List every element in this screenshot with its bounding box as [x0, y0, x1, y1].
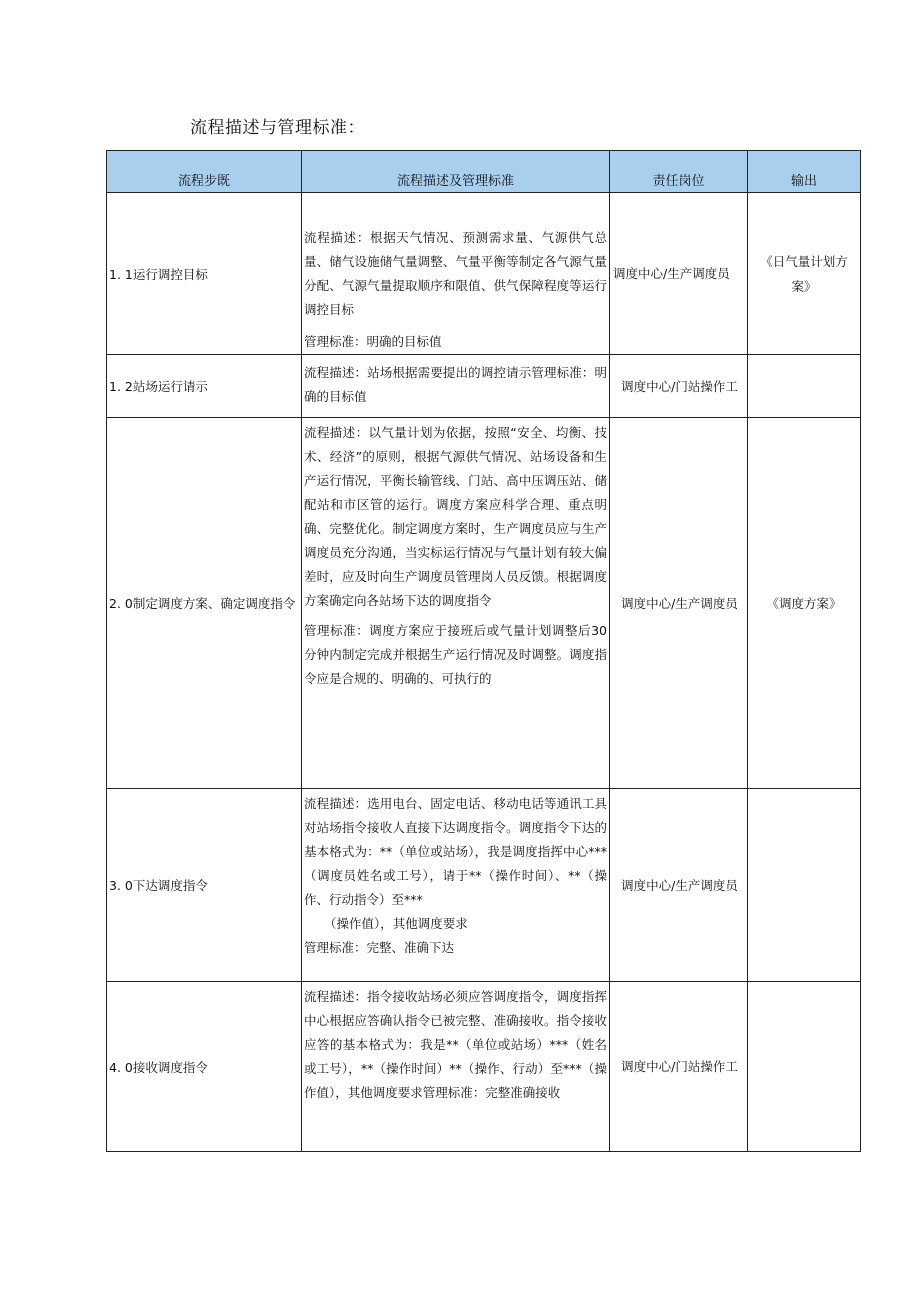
role-cell: 调度中心/门站操作工: [610, 982, 748, 1152]
role-cell: 调度中心/生产调度员: [610, 193, 748, 355]
step-cell: 1. 1运行调控目标: [107, 193, 302, 355]
table-row: [107, 789, 861, 982]
process-description: 流程描述：根据天气情况、预测需求量、气源供气总量、储气设施储气量调整、气量平衡等制定各气源气量分配、气源气量提取顺序和限值、供气保障程度等运行调控目标: [304, 230, 607, 317]
description-cell: [302, 789, 610, 982]
table-row: [107, 982, 861, 1152]
step-cell: 3. 0下达调度指令: [107, 789, 302, 982]
management-standard: 管理标准：完整、准确下达: [304, 940, 455, 955]
step-cell: 4. 0接收调度指令: [107, 982, 302, 1152]
table-header-row: [107, 151, 861, 193]
output-cell: 《日气量计划方案》: [748, 193, 861, 355]
header-output: 输出: [748, 151, 861, 193]
role-cell: 调度中心/生产调度员: [610, 789, 748, 982]
process-description: 流程描述：以气量计划为依据，按照“安全、均衡、技术、经济”的原则，根据气源供气情况、站场设备和生产运行情况，平衡长输管线、门站、高中压调压站、储配站和市区管的运行。调度方案应科学合理、重点明确、完整优化。制定调度方案时，生产调度员应与生产调度员充分沟通，当实标运行情况与气量计划有较大偏差时，应及时向生产调度员管理岗人员反馈。根据调度方案确定向各站场下达的调度指令: [304, 425, 607, 608]
process-description-extra: （操作值），其他调度要求: [324, 916, 468, 931]
role-cell: 调度中心/生产调度员: [610, 418, 748, 789]
management-standard: 管理标准：明确的目标值: [304, 334, 442, 349]
description-cell: [302, 982, 610, 1152]
role-cell: 调度中心/门站操作工: [610, 355, 748, 418]
step-cell: 1. 2站场运行请示: [107, 355, 302, 418]
description-cell: [302, 355, 610, 418]
step-cell: 2. 0制定调度方案、确定调度指令: [107, 418, 302, 789]
process-description: 流程描述：站场根据需要提出的调控请示管理标准：明确的目标值: [304, 365, 607, 404]
process-standards-table: [106, 150, 861, 1152]
header-step: 流程步既: [107, 151, 302, 193]
table-row: [107, 193, 861, 355]
process-description: 流程描述：指令接收站场必须应答调度指令，调度指挥中心根据应答确认指令已被完整、准确接收。指令接收应答的基本格式为：我是**（单位或站场）***（姓名或工号），**（操作时间）**（操作、行动）至***（操作值），其他调度要求管理标准：完整准确接收: [304, 989, 607, 1100]
header-description: 流程描述及管理标准: [302, 151, 610, 193]
output-cell: [748, 355, 861, 418]
page-heading: 流程描述与管理标准：: [190, 118, 365, 138]
output-cell: [748, 982, 861, 1152]
description-cell: [302, 193, 610, 355]
header-role: 责任岗位: [610, 151, 748, 193]
table-row: [107, 355, 861, 418]
table-row: [107, 418, 861, 789]
description-cell: [302, 418, 610, 789]
output-cell: [748, 789, 861, 982]
management-standard: 管理标准：调度方案应于接班后或气量计划调整后30分钟内制定完成并根据生产运行情况及时调整。调度指令应是合规的、明确的、可执行的: [304, 623, 607, 686]
output-cell: 《调度方案》: [748, 418, 861, 789]
process-description: 流程描述：选用电台、固定电话、移动电话等通讯工具对站场指令接收人直接下达调度指令。调度指令下达的基本格式为：**（单位或站场），我是调度指挥中心***（调度员姓名或工号），请于**（操作时间）、**（操作、行动指令）至***: [304, 796, 607, 907]
